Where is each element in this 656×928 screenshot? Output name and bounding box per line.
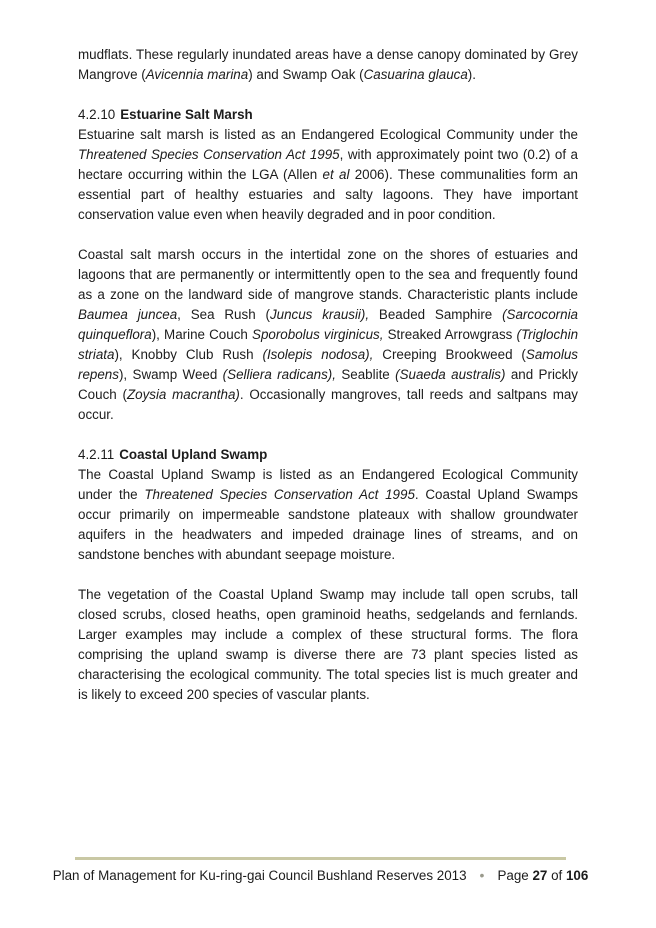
page-body: [78, 45, 578, 725]
footer-divider: [75, 857, 566, 860]
paragraph-upland-swamp-vegetation: The vegetation of the Coastal Upland Swamp may include tall open scrubs, tall closed scrubs, closed heaths, open graminoid heaths, sedgelands and fernlands. Larger examples may include a complex of these structural forms. The flora comprising the upland swamp is diverse there are 73 plant species listed as characterising the ecological community. The total species list is much greater and is likely to exceed 200 species of vascular plants.: [78, 587, 578, 702]
section-number: 4.2.10: [78, 107, 116, 122]
section-heading-4-2-10: [78, 105, 578, 125]
footer-text-row: [52, 866, 589, 885]
page-footer: [52, 857, 589, 885]
footer-bullet-icon: •: [479, 867, 485, 883]
section-title: Coastal Upland Swamp: [119, 447, 268, 462]
footer-document-title: Plan of Management for Ku-ring-gai Council Bushland Reserves 2013: [52, 868, 467, 883]
paragraph-coastal-salt-marsh-plants: Coastal salt marsh occurs in the intertidal zone on the shores of estuaries and lagoons that are permanently or intermittently open to the sea and frequently found as a zone on the landward side of mangrove stands. Characteristic plants include Baumea juncea, Sea Rush (Juncus krausii), Beaded Samphire (Sarcocornia quinqueflora), Marine Couch Sporobolus virginicus, Streaked Arrowgrass (Triglochin striata), Knobby Club Rush (Isolepis nodosa), Creeping Brookweed (Samolus repens), Swamp Weed (Selliera radicans), Seablite (Suaeda australis) and Prickly Couch (Zoysia macrantha). Occasionally mangroves, tall reeds and saltpans may occur.: [78, 247, 579, 422]
section-title: Estuarine Salt Marsh: [120, 107, 253, 122]
footer-page-number: Page 27 of 106: [497, 868, 589, 883]
paragraph-mudflats-mangrove: mudflats. These regularly inundated areas have a dense canopy dominated by Grey Mangrove (Avicennia marina) and Swamp Oak (Casuarina glauca).: [78, 47, 578, 82]
paragraph-estuarine-salt-marsh-listing: Estuarine salt marsh is listed as an Endangered Ecological Community under the Threatened Species Conservation Act 1995, with approximately point two (0.2) of a hectare occurring within the LGA (Allen et al 2006). These communalities form an essential part of healthy estuaries and salty lagoons. They have important conservation value even when heavily degraded and in poor condition.: [78, 127, 579, 222]
section-number: 4.2.11: [78, 447, 115, 462]
paragraph-coastal-upland-swamp-listing: The Coastal Upland Swamp is listed as an Endangered Ecological Community under the Threatened Species Conservation Act 1995. Coastal Upland Swamps occur primarily on impermeable sandstone plateaux with shallow groundwater aquifers in the headwaters and impeded drainage lines of streams, and on sandstone benches with abundant seepage moisture.: [78, 467, 578, 562]
section-heading-4-2-11: [78, 445, 578, 465]
